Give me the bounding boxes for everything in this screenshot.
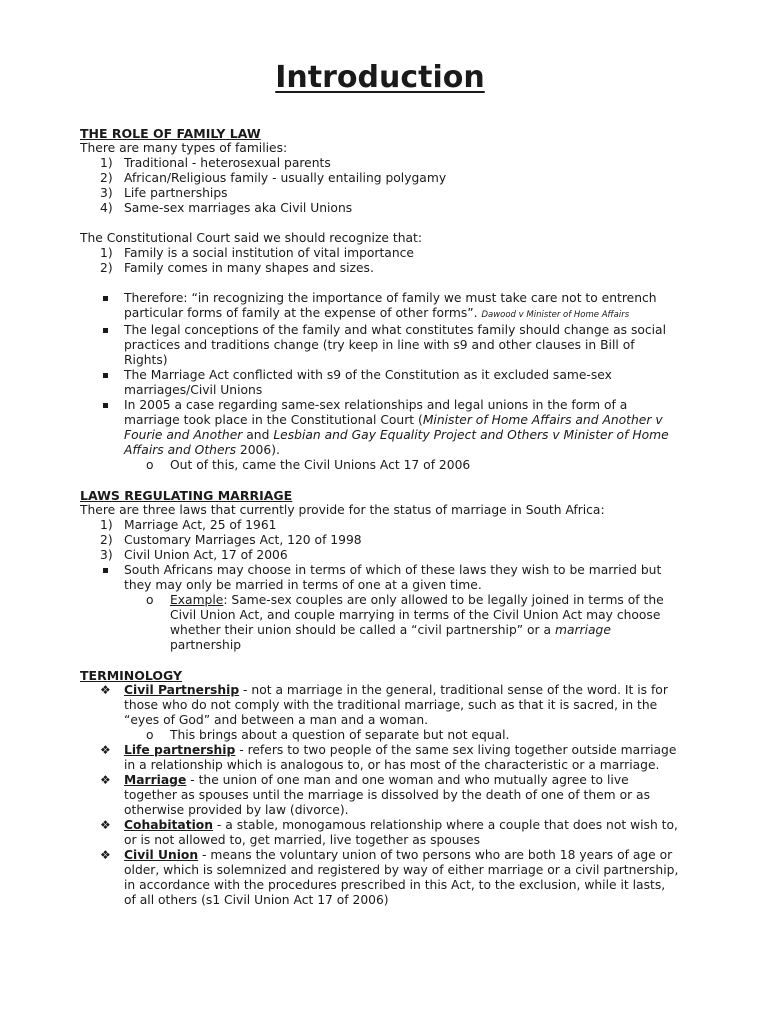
circle-bullet-icon: o [146,593,154,607]
term-definition: - the union of one man and one woman and who mutually agree to live together as spouses until the marriage is dissolved by the death of one of them or as otherwise provided by law (divorce). [124,773,650,817]
term-definition: - means the voluntary union of two persons who are both 18 years of age or older, which is solemnized and registered by way of either marriage or a civil partnership, in accordance with the procedures prescribed in this Act, to the exclusion, while it lasts, of all others (s1 Civil Union Act 17 of 2006) [124,848,679,907]
square-bullet-icon [103,403,108,408]
court-points-list [80,246,680,276]
list-item-text: Civil Union Act, 17 of 2006 [124,548,288,562]
term-item [80,743,680,773]
list-number: 1) [100,518,113,532]
list-item [80,291,680,323]
list-number: 2) [100,171,113,185]
diamond-bullet-icon: ❖ [100,818,111,832]
list-item-text: The Marriage Act conflicted with s9 of the Constitution as it excluded same-sex marriages/Civil Unions [124,368,612,397]
list-item-text: Customary Marriages Act, 120 of 1998 [124,533,362,547]
list-item-text: Traditional - heterosexual parents [124,156,331,170]
list-number: 1) [100,156,113,170]
term-item [80,848,680,908]
list-item-text: Same-sex marriages aka Civil Unions [124,201,353,215]
list-item-text: Family comes in many shapes and sizes. [124,261,374,275]
term-name: Cohabitation [124,818,214,832]
square-bullet-icon [103,296,108,301]
term-name: Civil Union [124,848,199,862]
list-item [80,246,680,261]
court-intro: The Constitutional Court said we should recognize that: [80,231,422,245]
list-item [80,398,680,458]
list-item-text: African/Religious family - usually entailing polygamy [124,171,447,185]
square-bullet-icon [103,568,108,573]
diamond-bullet-icon: ❖ [100,848,111,862]
role-bullets [80,291,680,473]
list-item [80,323,680,368]
list-number: 3) [100,186,113,200]
term-definition: - refers to two people of the same sex living together outside marriage in a relationship which is analogous to, or has most of the characteristic or a marriage. [124,743,677,772]
square-bullet-icon [103,373,108,378]
list-number: 2) [100,533,113,547]
list-item-text: and [242,428,274,442]
list-item [80,201,680,216]
list-number: 1) [100,246,113,260]
term-name: Life partnership [124,743,236,757]
diamond-bullet-icon: ❖ [100,683,111,697]
term-item [80,683,680,728]
list-item [80,518,680,533]
sub-list-item [80,593,680,653]
family-types-intro: There are many types of families: [80,141,288,155]
list-number: 2) [100,261,113,275]
family-types-list [80,156,680,216]
list-item-text: partnership [170,638,242,652]
list-item-text: 2006). [235,443,280,457]
heading-role-of-family-law: THE ROLE OF FAMILY LAW [80,126,261,141]
emphasis-text: marriage [554,623,611,637]
acts-list [80,518,680,653]
list-item-text: Marriage Act, 25 of 1961 [124,518,277,532]
heading-terminology: TERMINOLOGY [80,668,183,683]
document-page [80,56,680,908]
term-item [80,818,680,848]
list-item [80,261,680,276]
list-item-text: Life partnerships [124,186,228,200]
list-item [80,186,680,201]
term-item [80,773,680,818]
laws-intro: There are three laws that currently provide for the status of marriage in South Africa: [80,503,605,517]
case-citation: Dawood v Minister of Home Affairs [481,310,630,320]
square-bullet-icon [103,328,108,333]
list-item-text: In 2005 a case regarding same-sex relationships and legal unions in the form of a marriage took place in the Constitutional Court ( [124,398,628,427]
circle-bullet-icon: o [146,728,154,742]
term-name: Marriage [124,773,187,787]
page-title: Introduction [275,60,485,95]
term-name: Civil Partnership [124,683,240,697]
list-item-text: This brings about a question of separate but not equal. [170,728,510,742]
list-number: 3) [100,548,113,562]
list-item [80,548,680,563]
term-definition: - a stable, monogamous relationship where a couple that does not wish to, or is not allowed to, get married, live together as spouses [124,818,678,847]
list-number: 4) [100,201,113,215]
list-item [80,533,680,548]
case-name: Lesbian and Gay Equality Project and Others v Minister of Home Affairs and Others [124,428,669,457]
list-item-text: The legal conceptions of the family and what constitutes family should change as social practices and traditions change (try keep in line with s9 and other clauses in Bill of Rights) [124,323,667,367]
term-definition: - not a marriage in the general, traditional sense of the word. It is for those who do not comply with the traditional marriage, such as that it is sacred, in the “eyes of God” and between a man and a woman. [124,683,668,727]
example-label: Example [170,593,224,607]
sub-list-item [80,458,680,473]
terminology-list [80,683,680,908]
circle-bullet-icon: o [146,458,154,472]
diamond-bullet-icon: ❖ [100,743,111,757]
list-item-text: Out of this, came the Civil Unions Act 17 of 2006 [170,458,471,472]
list-item [80,563,680,593]
list-item [80,156,680,171]
diamond-bullet-icon: ❖ [100,773,111,787]
list-item-text: South Africans may choose in terms of which of these laws they wish to be married but they may only be married in terms of one at a given time. [124,563,662,592]
heading-laws-regulating-marriage: LAWS REGULATING MARRIAGE [80,488,293,503]
sub-list-item [80,728,680,743]
list-item-text: Therefore: “in recognizing the importance of family we must take care not to entrench particular forms of family at the expense of other forms”. [124,291,657,320]
list-item-text: : Same-sex couples are only allowed to be legally joined in terms of the Civil Union Act, and couple marrying in terms of the Civil Union Act may choose whether their union should be called a “civil partnership” or a [170,593,664,637]
list-item-text: Family is a social institution of vital importance [124,246,414,260]
list-item [80,171,680,186]
case-name: Minister of Home Affairs and Another v Fourie and Another [124,413,663,442]
list-item [80,368,680,398]
